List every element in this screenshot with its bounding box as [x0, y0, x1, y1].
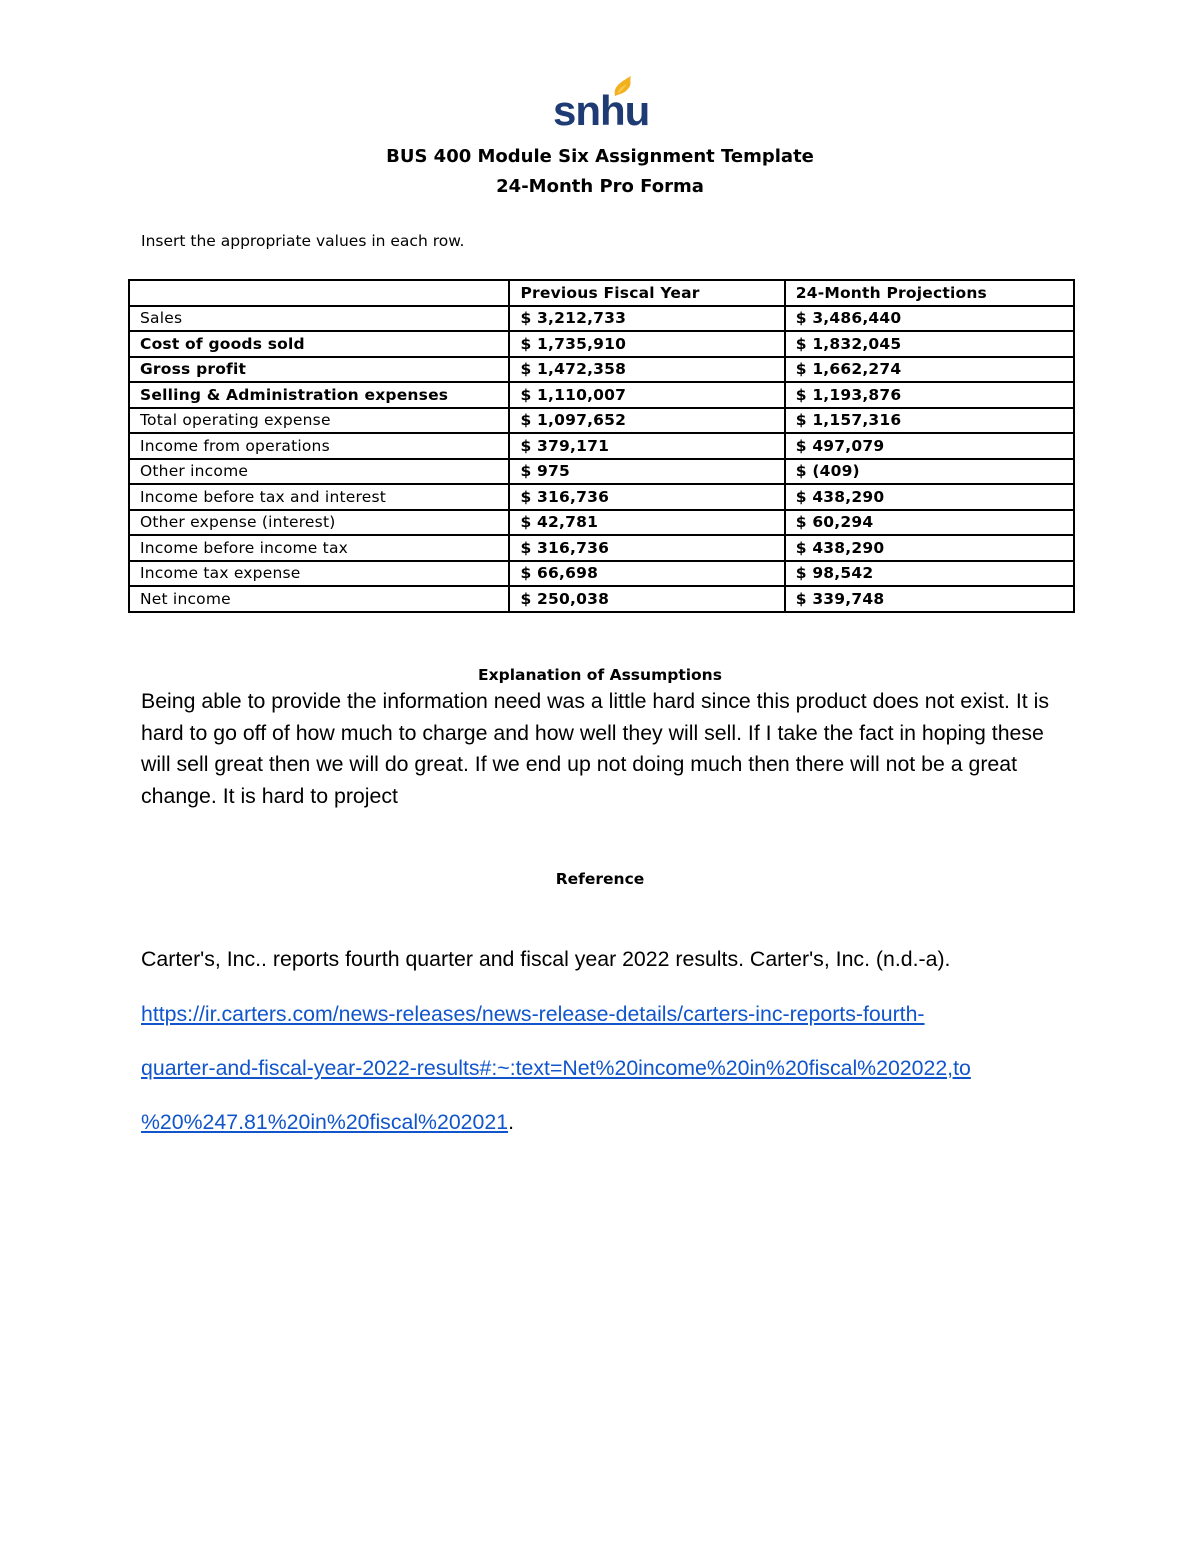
- table-header-row: [129, 280, 1074, 306]
- previous-value-cell: $ 1,735,910: [509, 331, 784, 357]
- explanation-heading: Explanation of Assumptions: [478, 666, 722, 684]
- pro-forma-table: [128, 279, 1075, 613]
- table-row: [129, 510, 1074, 536]
- previous-value-cell: $ 250,038: [509, 586, 784, 612]
- projection-value-cell: $ 98,542: [785, 561, 1074, 587]
- table-row: [129, 586, 1074, 612]
- projection-value-cell: $ 1,662,274: [785, 357, 1074, 383]
- reference-link-line-1-wrapper: [141, 1000, 925, 1028]
- reference-link[interactable]: quarter-and-fiscal-year-2022-results#:~:text=Net%20income%20in%20fiscal%202022,to: [141, 1056, 971, 1080]
- projection-value-cell: $ 1,832,045: [785, 331, 1074, 357]
- projection-value-cell: $ 3,486,440: [785, 306, 1074, 332]
- projection-value-cell: $ 1,193,876: [785, 382, 1074, 408]
- row-label: Income tax expense: [129, 561, 509, 587]
- header-cell-24-month-projections: 24-Month Projections: [785, 280, 1074, 306]
- table-row: [129, 535, 1074, 561]
- table-row: [129, 306, 1074, 332]
- table-row: [129, 331, 1074, 357]
- row-label: Other expense (interest): [129, 510, 509, 536]
- table-row: [129, 357, 1074, 383]
- reference-citation: Carter's, Inc.. reports fourth quarter and fiscal year 2022 results. Carter's, Inc. (n.d.-a).: [141, 947, 951, 971]
- page-subtitle: 24-Month Pro Forma: [496, 176, 704, 197]
- row-label: Gross profit: [129, 357, 509, 383]
- explanation-body: Being able to provide the information need was a little hard since this product does not exist. It is hard to go off of how much to charge and how well they will sell. If I take the fact in hoping these will sell great then we will do great. If we end up not doing much then there will not be a great change. It is hard to project: [141, 689, 1049, 808]
- row-label: Income before tax and interest: [129, 484, 509, 510]
- table-row: [129, 484, 1074, 510]
- previous-value-cell: $ 1,110,007: [509, 382, 784, 408]
- reference-link-line-3-wrapper: [141, 1108, 514, 1136]
- row-label: Cost of goods sold: [129, 331, 509, 357]
- projection-value-cell: $ 60,294: [785, 510, 1074, 536]
- header-cell-previous-fiscal-year: Previous Fiscal Year: [509, 280, 784, 306]
- previous-value-cell: $ 1,472,358: [509, 357, 784, 383]
- reference-link[interactable]: %20%247.81%20in%20fiscal%202021: [141, 1110, 509, 1134]
- logo-text: snhu: [553, 87, 650, 134]
- previous-value-cell: $ 379,171: [509, 433, 784, 459]
- previous-value-cell: $ 316,736: [509, 535, 784, 561]
- table-row: [129, 433, 1074, 459]
- previous-value-cell: $ 1,097,652: [509, 408, 784, 434]
- row-label: Net income: [129, 586, 509, 612]
- previous-value-cell: $ 42,781: [509, 510, 784, 536]
- reference-link[interactable]: https://ir.carters.com/news-releases/news-release-details/carters-inc-reports-fourth-: [141, 1002, 925, 1026]
- snhu-logo: [553, 72, 650, 134]
- row-label: Income before income tax: [129, 535, 509, 561]
- header-cell-empty: [129, 280, 509, 306]
- table-row: [129, 382, 1074, 408]
- row-label: Sales: [129, 306, 509, 332]
- reference-heading: Reference: [555, 870, 645, 888]
- projection-value-cell: $ 438,290: [785, 484, 1074, 510]
- projection-value-cell: $ 497,079: [785, 433, 1074, 459]
- table-row: [129, 561, 1074, 587]
- instruction-text: Insert the appropriate values in each row.: [141, 232, 465, 250]
- table-row: [129, 408, 1074, 434]
- row-label: Other income: [129, 459, 509, 485]
- table-row: [129, 459, 1074, 485]
- page-title: BUS 400 Module Six Assignment Template: [386, 146, 814, 167]
- previous-value-cell: $ 316,736: [509, 484, 784, 510]
- projection-value-cell: $ (409): [785, 459, 1074, 485]
- reference-trailing-period: .: [508, 1110, 514, 1134]
- projection-value-cell: $ 438,290: [785, 535, 1074, 561]
- reference-link-line-2-wrapper: [141, 1054, 971, 1082]
- row-label: Selling & Administration expenses: [129, 382, 509, 408]
- projection-value-cell: $ 339,748: [785, 586, 1074, 612]
- projection-value-cell: $ 1,157,316: [785, 408, 1074, 434]
- previous-value-cell: $ 66,698: [509, 561, 784, 587]
- row-label: Income from operations: [129, 433, 509, 459]
- previous-value-cell: $ 3,212,733: [509, 306, 784, 332]
- row-label: Total operating expense: [129, 408, 509, 434]
- previous-value-cell: $ 975: [509, 459, 784, 485]
